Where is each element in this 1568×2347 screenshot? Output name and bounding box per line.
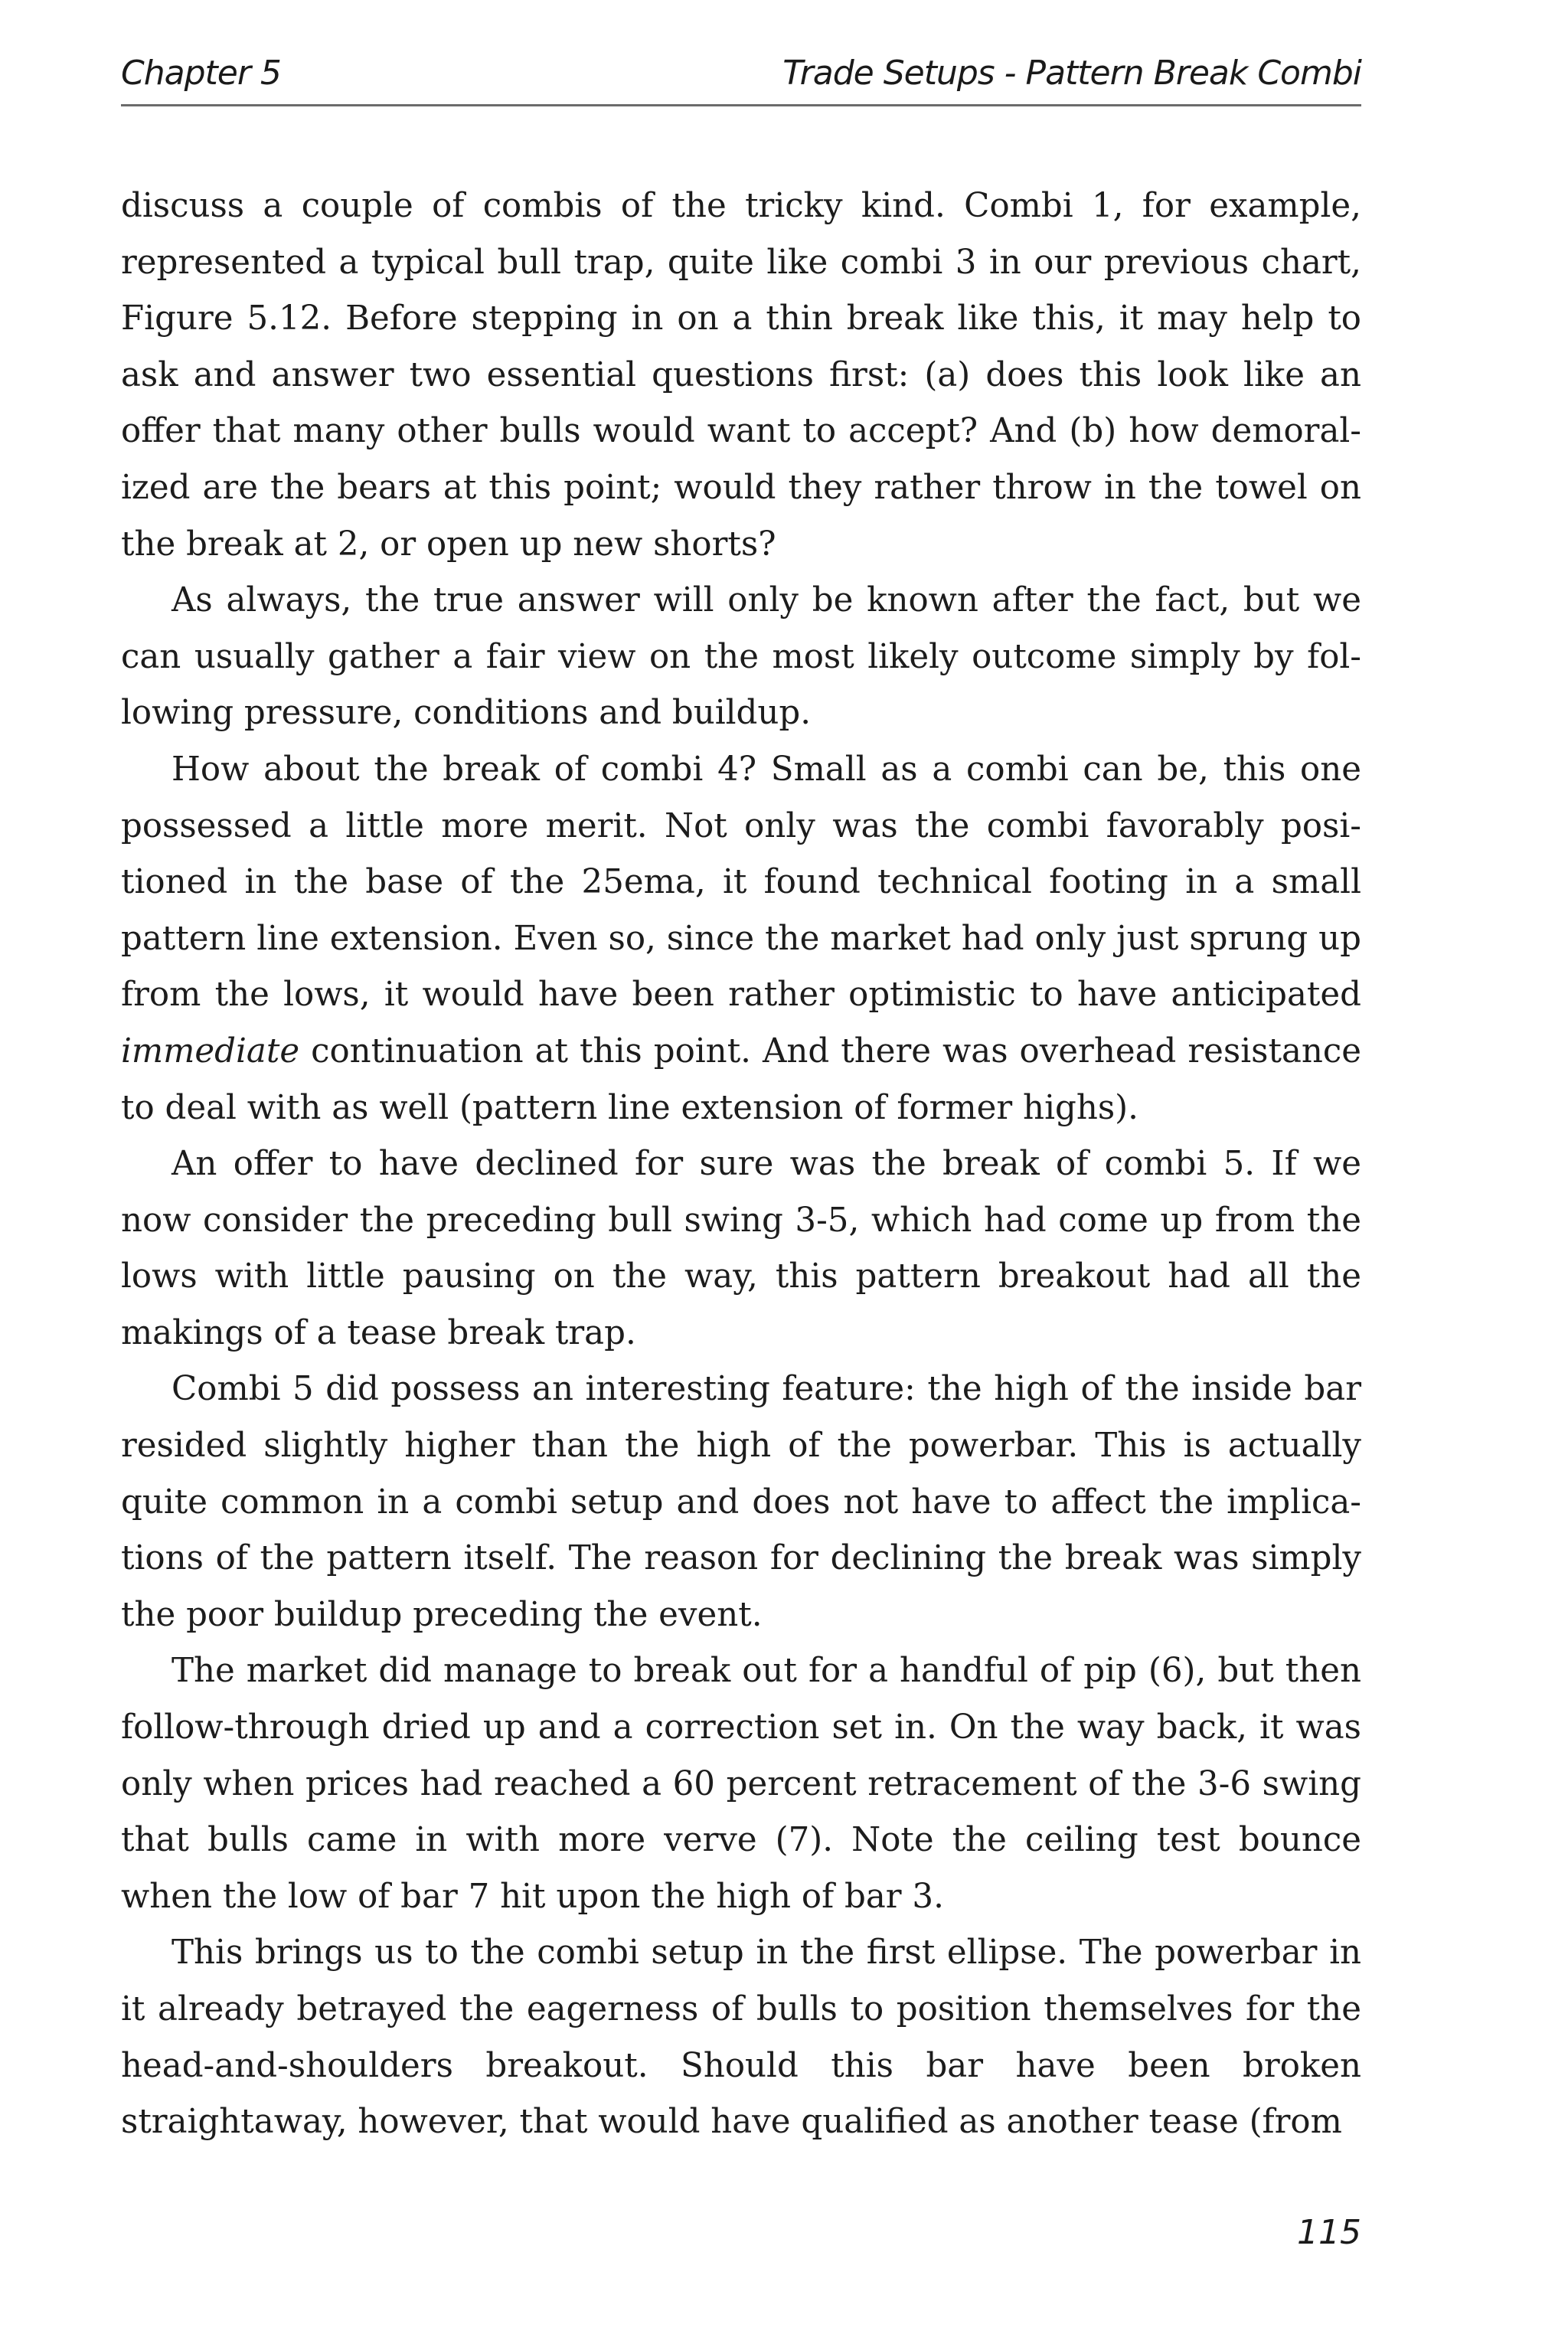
body-text (121, 178, 1361, 2151)
paragraph-3-part-1: How about the break of combi 4? Small as a combi can be, this one possessed a little more merit. Not only was the combi favorably positioned in the base of the 25ema, it found technical footing in a small pattern line extension. Even so, since the market had only just sprung up from the lows, it would have been rather optimistic to have anticipated (121, 750, 1361, 1015)
paragraph-3-part-2: continuation at this point. And there was overhead resistance to deal with as well (pattern line extension of former highs). (121, 1031, 1361, 1127)
paragraph-6: The market did manage to break out for a handful of pip (6), but then follow-through dried up and a correction set in. On the way back, it was only when prices had reached a 60 percent retracement of the 3-6 swing that bulls came in with more verve (7). Note the ceiling test bounce when the low of bar 7 hit upon the high of bar 3. (121, 1652, 1361, 1916)
paragraph-2: As always, the true answer will only be known after the fact, but we can usually gather a fair view on the most likely outcome simply by following pressure, conditions and buildup. (121, 581, 1361, 733)
paragraph-5: Combi 5 did possess an interesting feature: the high of the inside bar resided slightly higher than the high of the powerbar. This is actually quite common in a combi setup and does not have to affect the implications of the pattern itself. The reason for declining the break was simply the poor buildup preceding the event. (121, 1370, 1361, 1634)
paragraph-1: discuss a couple of combis of the tricky kind. Combi 1, for example, represented a typical bull trap, quite like combi 3 in our previous chart, Figure 5.12. Before stepping in on a thin break like this, it may help to ask and answer two essential questions first: (a) does this look like an offer that many other bulls would want to accept? And (b) how demoralized are the bears at this point; would they rather throw in the towel on the break at 2, or open up new shorts? (121, 187, 1361, 564)
paragraph-4: An offer to have declined for sure was the break of combi 5. If we now consider the preceding bull swing 3-5, which had come up from the lows with little pausing on the way, this pattern breakout had all the makings of a tease break trap. (121, 1145, 1361, 1352)
section-title: Trade Setups - Pattern Break Combi (782, 54, 1361, 93)
running-header (121, 47, 1361, 106)
paragraph-7: This brings us to the combi setup in the first ellipse. The powerbar in it already betrayed the eagerness of bulls to position themselves for the head-and-shoulders breakout. Should this bar have been broken straightaway, however, that would have qualified as another tease (from (121, 1933, 1361, 2142)
page-number: 115 (1297, 2213, 1361, 2252)
paragraph-3 (121, 742, 1361, 1136)
chapter-label: Chapter 5 (121, 54, 281, 93)
emphasis-immediate: immediate (121, 1031, 300, 1071)
